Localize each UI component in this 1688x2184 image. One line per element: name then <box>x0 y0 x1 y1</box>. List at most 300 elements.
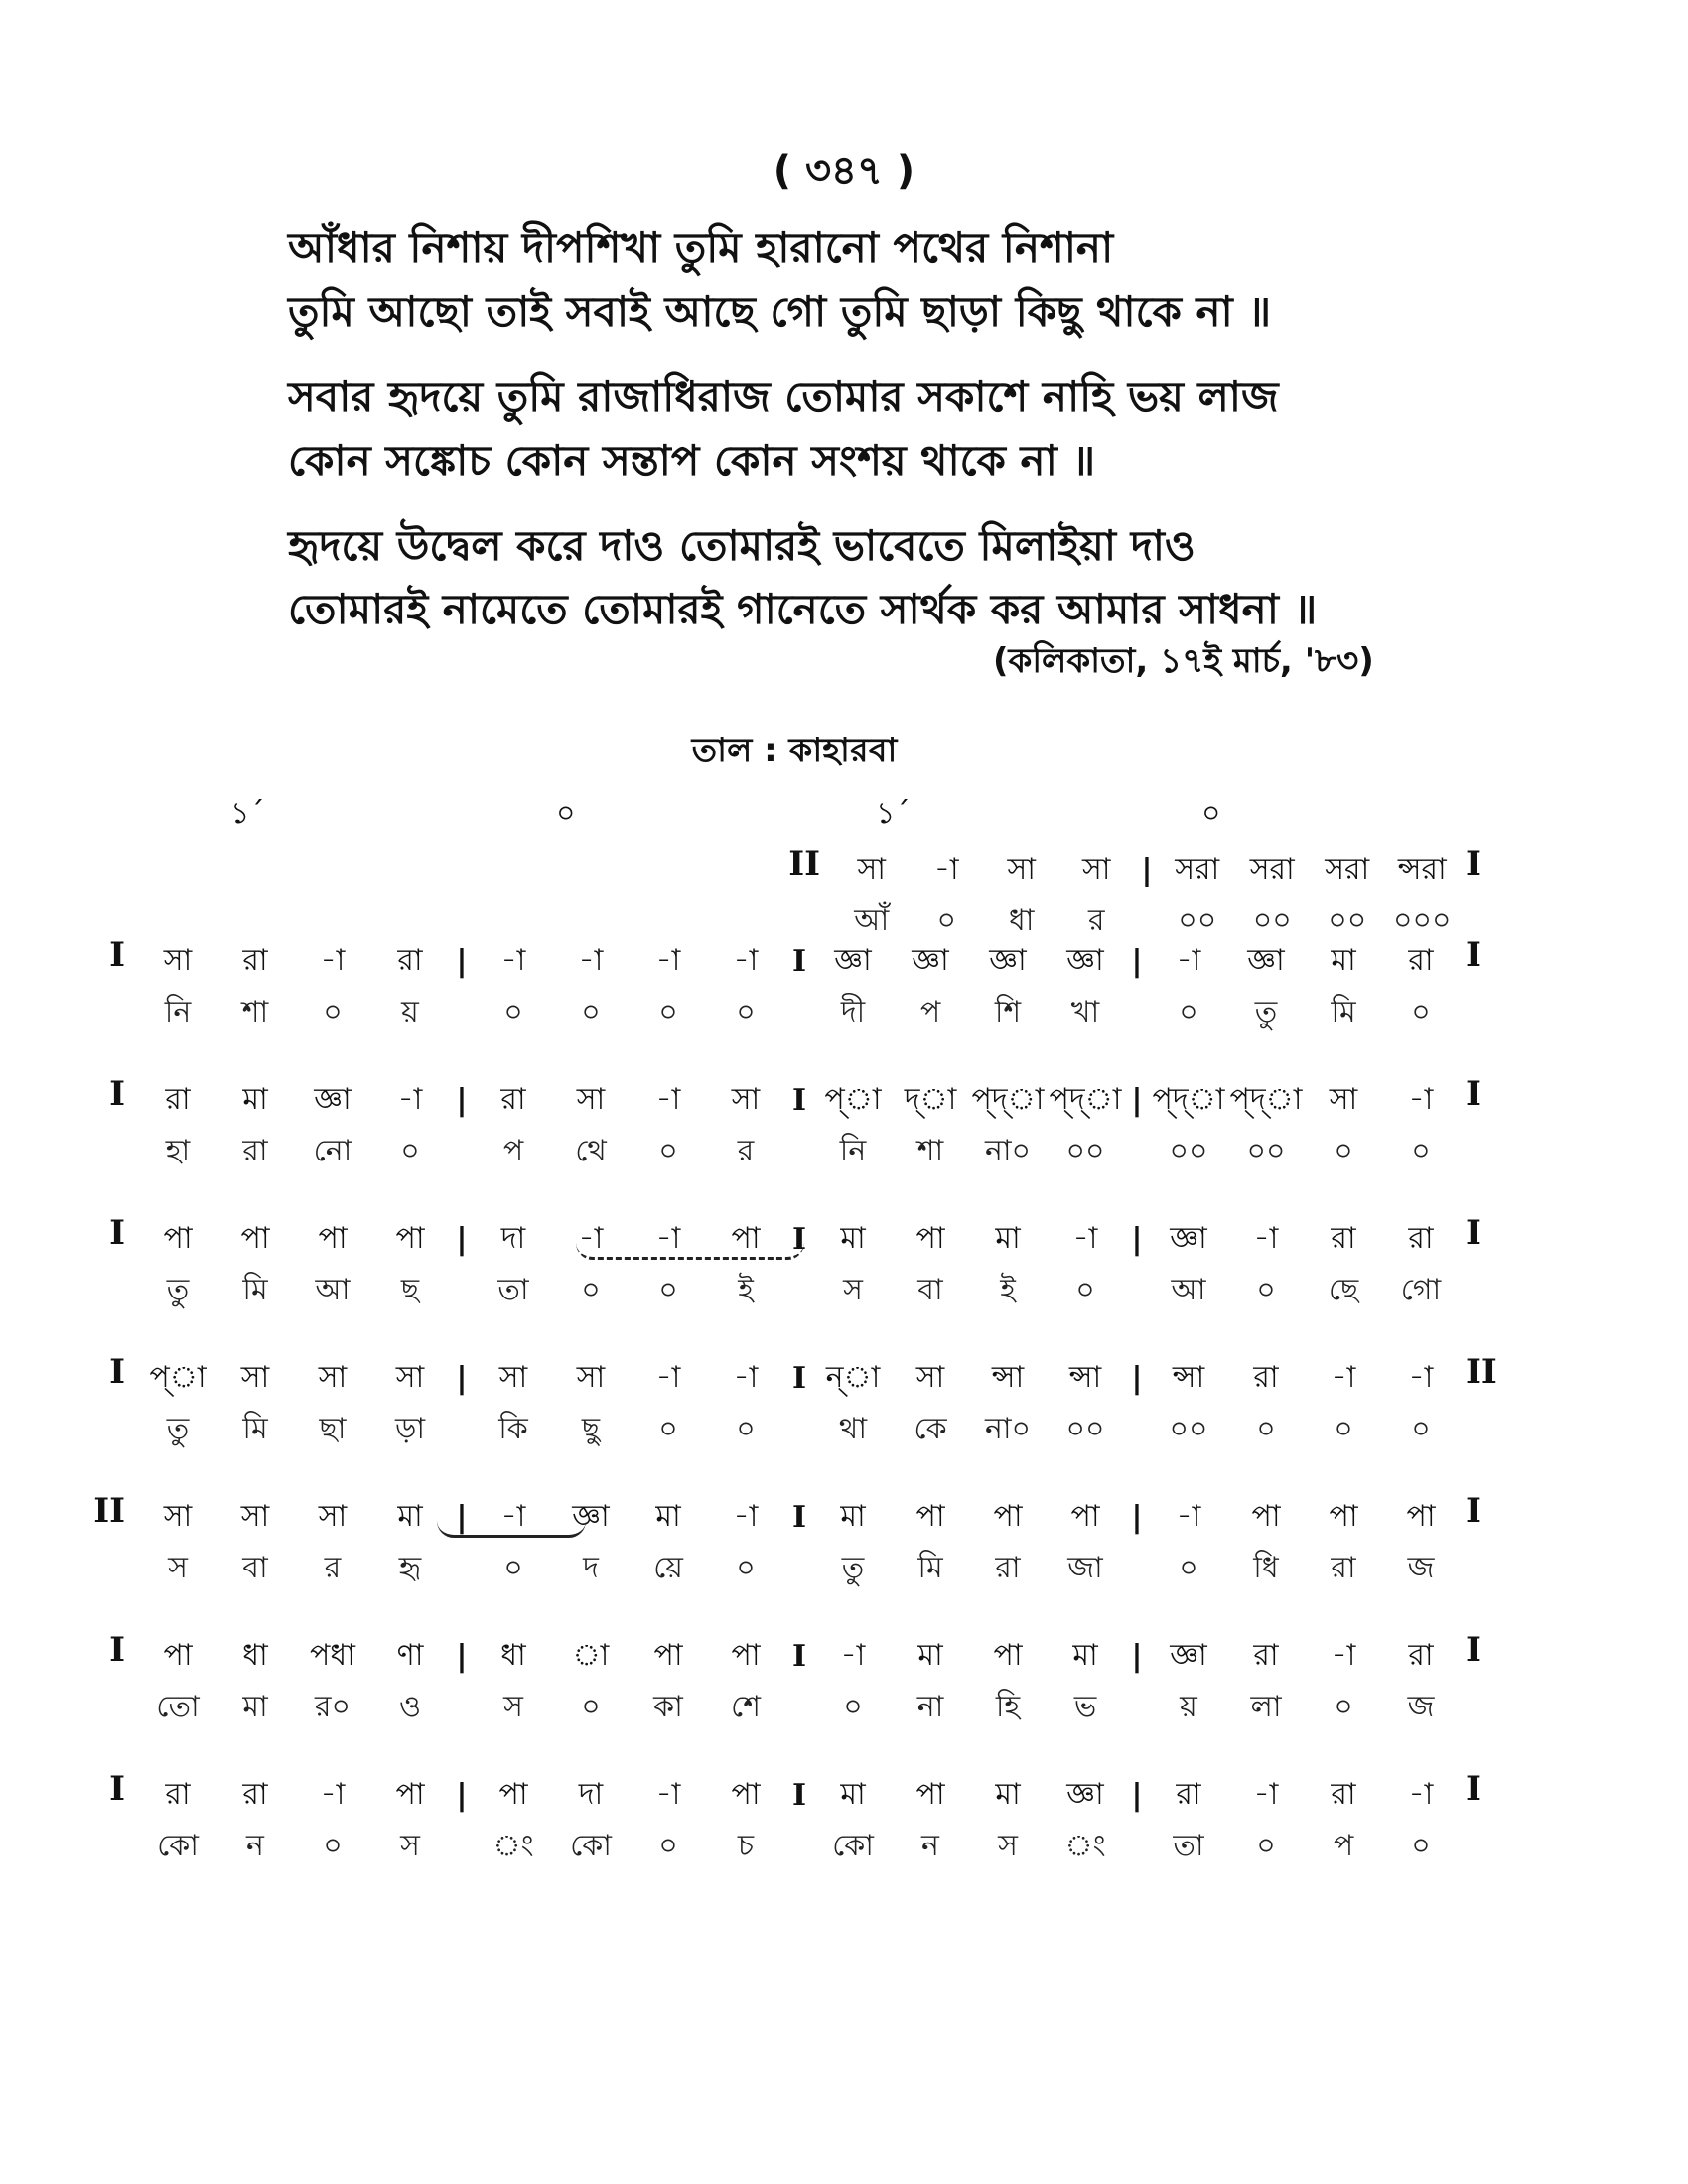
swara-note: সরা <box>1249 851 1295 887</box>
lyric-syllable: য় <box>401 994 419 1029</box>
swara-note: মা <box>397 1498 423 1534</box>
syll-line <box>139 1404 1460 1455</box>
swara-note: জ্ঞা <box>1170 1220 1207 1256</box>
swara-note: পা <box>731 1637 761 1673</box>
notation-body <box>139 935 1460 1038</box>
notation <box>0 844 1688 1908</box>
bar-separator: I <box>791 943 807 979</box>
beat-separator: | <box>456 1082 468 1118</box>
swara-note: -া <box>1176 1498 1201 1534</box>
barline-start: II <box>788 844 820 884</box>
lyric-syllable: তু <box>166 1272 190 1307</box>
notation-row <box>0 1769 1589 1908</box>
lyric-syllable: দ <box>583 1550 599 1585</box>
lyric-syllable: ০ <box>658 1828 678 1863</box>
lyric-syllable: ০ <box>1256 1411 1276 1446</box>
barline-start: I <box>109 1213 125 1253</box>
swara-note: সা <box>240 1359 270 1395</box>
beat-separator: | <box>456 1777 468 1813</box>
lyric-syllable: মি <box>242 1272 268 1307</box>
swara-note: সা <box>240 1498 270 1534</box>
swara-note: পা <box>395 1776 425 1812</box>
lyric-syllable: ধি <box>1253 1550 1279 1585</box>
bar-separator: I <box>791 1638 807 1674</box>
lyric-syllable: ০ <box>658 1133 678 1168</box>
swara-note: রা <box>1253 1359 1279 1395</box>
swara-note: সা <box>1081 851 1111 887</box>
lyric-syllable: লা <box>1250 1689 1282 1724</box>
lyric-syllable: ০ <box>1334 1411 1353 1446</box>
swara-note: রা <box>1408 1220 1434 1256</box>
swara-note: রা <box>242 1776 268 1812</box>
lyric-syllable: মি <box>917 1550 943 1585</box>
swara-note: -া <box>320 1776 346 1812</box>
stanza <box>288 514 1460 641</box>
swara-note: মা <box>995 1220 1021 1256</box>
lyric-syllable: নি <box>164 994 192 1029</box>
swara-note: সরা <box>1325 851 1370 887</box>
syll-line <box>139 1265 1460 1316</box>
swara-note: রা <box>242 942 268 978</box>
swara-line <box>139 1769 1460 1821</box>
lyric-syllable: স <box>998 1828 1018 1863</box>
swara-line <box>139 1630 1460 1682</box>
lyric-syllable: নো <box>313 1133 352 1168</box>
lyric-syllable: ছে <box>1328 1272 1359 1307</box>
lyric-syllable: শা <box>916 1133 944 1168</box>
swara-note: ন্সা <box>1068 1359 1102 1395</box>
swara-note: সা <box>163 942 193 978</box>
lyric-syllable: মি <box>1331 994 1356 1029</box>
notation-body <box>139 1074 1460 1177</box>
lyric-syllable: ০ <box>1179 994 1198 1029</box>
swara-note: জ্ঞা <box>314 1081 352 1117</box>
lyric-syllable: ছা <box>319 1411 347 1446</box>
swara-note: রা <box>1331 1220 1356 1256</box>
lyric-syllable: তা <box>497 1272 529 1307</box>
swara-note: -া <box>655 1220 681 1256</box>
barline-start: II <box>93 1491 125 1531</box>
swara-note: ন্সা <box>991 1359 1025 1395</box>
lyric-syllable: গো <box>1400 1272 1442 1307</box>
lyric-syllable: নি <box>839 1133 867 1168</box>
swara-note: -া <box>1408 1776 1434 1812</box>
lyric-syllable: প <box>1333 1828 1354 1863</box>
beat-separator: | <box>456 1221 468 1257</box>
swara-note: পা <box>163 1637 193 1673</box>
lyric-syllable: ই <box>738 1272 754 1307</box>
syll-line <box>139 1821 1460 1872</box>
lyric-syllable: ন <box>921 1828 939 1863</box>
lyric-syllable: কো <box>832 1828 874 1863</box>
swara-note: দা <box>500 1220 526 1256</box>
swara-note: দ্‌া <box>904 1081 957 1117</box>
lyric-syllable: য়ে <box>653 1550 683 1585</box>
lyric-syllable: ০০ <box>1169 1411 1208 1446</box>
swara-note: জ্ঞা <box>989 942 1027 978</box>
lyric-syllable: ০ <box>323 1828 343 1863</box>
lyric-syllable: তু <box>1254 994 1278 1029</box>
lyric-syllable: থে <box>575 1133 607 1168</box>
lyric-syllable: শি <box>994 994 1022 1029</box>
swara-line <box>139 935 1460 987</box>
swara-note: পা <box>163 1220 193 1256</box>
taal-heading: তাল : কাহারবা <box>691 731 898 770</box>
lyric-syllable: তু <box>166 1411 190 1446</box>
lyric-syllable: তা <box>1173 1828 1204 1863</box>
swara-note: প্‌দ্‌া <box>1152 1081 1225 1117</box>
lyric-syllable: চ <box>737 1828 755 1863</box>
notation-body <box>139 1769 1460 1872</box>
lyric-syllable: হি <box>995 1689 1021 1724</box>
lyric-syllable: দী <box>840 994 866 1029</box>
lyric-syllable: ০ <box>581 994 601 1029</box>
swara-note: রা <box>165 1081 191 1117</box>
swara-note: পা <box>1329 1498 1358 1534</box>
lyric-syllable: মি <box>242 1411 268 1446</box>
swara-note: -া <box>320 942 346 978</box>
beat-mark-tali-2: ১´ <box>876 796 911 831</box>
swara-note: পা <box>915 1776 945 1812</box>
meend-slur <box>437 1521 586 1538</box>
swara-note: রা <box>165 1776 191 1812</box>
lyric-syllable: ন <box>246 1828 264 1863</box>
stanza <box>288 216 1460 343</box>
swara-note: -া <box>933 851 959 887</box>
lyric-syllable: ০ <box>503 994 523 1029</box>
swara-line <box>139 1074 1460 1126</box>
beat-mark-khali-1: ০ <box>556 796 576 831</box>
swara-note: রা <box>1253 1637 1279 1673</box>
lyric-syllable: র <box>324 1550 342 1585</box>
swara-note: সা <box>915 1359 945 1395</box>
swara-note: পা <box>1406 1498 1436 1534</box>
bar-separator: I <box>791 1221 807 1257</box>
swara-note: মা <box>840 1776 866 1812</box>
swara-note: ন্‌া <box>825 1359 881 1395</box>
swara-note: -া <box>655 1776 681 1812</box>
barline-end: I <box>1466 1769 1481 1809</box>
lyric-syllable: ভ <box>1073 1689 1097 1724</box>
lyric-syllable: স <box>400 1828 420 1863</box>
swara-note: পা <box>1251 1498 1281 1534</box>
barline-end: I <box>1466 1630 1481 1670</box>
lyric-syllable: ড়া <box>394 1411 426 1446</box>
swara-note: রা <box>1408 942 1434 978</box>
swara-note: ন্সরা <box>1397 851 1447 887</box>
notation-row <box>0 935 1589 1074</box>
lyric-syllable: ধা <box>1008 902 1035 938</box>
barline-end: I <box>1466 844 1481 884</box>
page-number: ( ৩৪৭ ) <box>773 148 915 194</box>
barline-start: I <box>109 1074 125 1114</box>
lyric-syllable: র <box>737 1133 755 1168</box>
lyric-line: সবার হৃদয়ে তুমি রাজাধিরাজ তোমার সকাশে নাহি ভয় লাজ <box>288 372 1279 421</box>
beat-separator: | <box>1131 1499 1143 1535</box>
swara-note: রা <box>1176 1776 1201 1812</box>
notation-body <box>139 1352 1460 1455</box>
swara-note: জ্ঞা <box>572 1498 610 1534</box>
lyric-syllable: তু <box>841 1550 865 1585</box>
lyric-syllable: শা <box>241 994 269 1029</box>
lyric-syllable: ০ <box>1411 1411 1431 1446</box>
swara-note: ণা <box>396 1637 424 1673</box>
swara-note: মা <box>995 1776 1021 1812</box>
swara-note: -া <box>1331 1359 1356 1395</box>
swara-note: প্‌দ্‌া <box>1229 1081 1303 1117</box>
swara-line <box>139 1491 1460 1543</box>
swara-note: প্‌দ্‌া <box>1049 1081 1122 1117</box>
lyric-syllable: ০০ <box>1178 902 1217 938</box>
swara-note: -া <box>1408 1081 1434 1117</box>
swara-note: ধা <box>242 1637 268 1673</box>
stanza <box>288 365 1460 492</box>
lyric-syllable: ০ <box>1256 1828 1276 1863</box>
lyric-syllable: স <box>843 1272 863 1307</box>
swara-note: জ্ঞা <box>1247 942 1285 978</box>
swara-line <box>139 1352 1460 1404</box>
lyric-syllable: ০০ <box>1169 1133 1208 1168</box>
lyric-syllable: তো <box>156 1689 200 1724</box>
lyric-syllable: ০ <box>1411 1828 1431 1863</box>
lyric-syllable: ০ <box>736 1411 756 1446</box>
barline-end: I <box>1466 1491 1481 1531</box>
swara-note: -া <box>1253 1776 1279 1812</box>
lyric-line: তুমি আছো তাই সবাই আছে গো তুমি ছাড়া কিছু থাকে না ॥ <box>288 287 1272 336</box>
lyric-syllable: না <box>916 1689 944 1724</box>
lyric-syllable: থা <box>838 1411 868 1446</box>
lyric-line: আঁধার নিশায় দীপশিখা তুমি হারানো পথের নিশানা <box>288 223 1114 272</box>
notation-body <box>139 1630 1460 1733</box>
lyric-syllable: প <box>919 994 941 1029</box>
lyric-syllable: স <box>503 1689 523 1724</box>
swara-note: পা <box>993 1637 1023 1673</box>
syll-line <box>139 1682 1460 1733</box>
lyric-syllable: জ <box>1407 1550 1435 1585</box>
notation-body <box>834 844 1460 947</box>
beat-mark-khali-2: ০ <box>1201 796 1221 831</box>
lyric-syllable: ০ <box>400 1133 420 1168</box>
swara-note: -া <box>655 1081 681 1117</box>
lyric-syllable: র <box>1087 902 1105 938</box>
barline-start: I <box>109 935 125 975</box>
lyric-syllable: হা <box>165 1133 191 1168</box>
swara-note: জ্ঞা <box>834 942 872 978</box>
notation-row <box>0 1491 1589 1630</box>
swara-note: পধা <box>310 1637 355 1673</box>
swara-note: মা <box>917 1637 943 1673</box>
swara-note: -া <box>655 942 681 978</box>
lyric-syllable: জা <box>1067 1550 1103 1585</box>
lyric-syllable: ০ <box>581 1272 601 1307</box>
lyric-syllable: আঁ <box>854 902 890 938</box>
swara-note: -া <box>1408 1359 1434 1395</box>
swara-note: পা <box>318 1220 348 1256</box>
meend-slur <box>576 1243 804 1260</box>
lyric-syllable: রা <box>1331 1550 1356 1585</box>
date-note: (কলিকাতা, ১৭ই মার্চ, '৮৩) <box>993 641 1374 681</box>
lyric-syllable: ০০ <box>1328 902 1367 938</box>
lyric-syllable: র০ <box>314 1689 351 1724</box>
beat-separator: | <box>1131 1221 1143 1257</box>
swara-note: সা <box>498 1359 528 1395</box>
lyric-syllable: ০ <box>1256 1272 1276 1307</box>
lyric-syllable: ০ <box>936 902 956 938</box>
swara-note: সা <box>731 1081 761 1117</box>
beat-separator: | <box>456 1360 468 1396</box>
lyric-syllable: প <box>502 1133 524 1168</box>
syll-line <box>139 987 1460 1038</box>
lyric-syllable: য় <box>1180 1689 1197 1724</box>
lyric-syllable: কি <box>498 1411 528 1446</box>
lyric-syllable: ০ <box>658 1272 678 1307</box>
lyric-syllable: রা <box>242 1133 268 1168</box>
swara-note: জ্ঞা <box>1170 1637 1207 1673</box>
swara-note: প্‌া <box>149 1359 207 1395</box>
swara-note: সা <box>318 1359 348 1395</box>
swara-note: সা <box>1329 1081 1358 1117</box>
swara-note: পা <box>731 1220 761 1256</box>
swara-note: -া <box>840 1637 866 1673</box>
swara-note: সা <box>395 1359 425 1395</box>
lyric-syllable: ০ <box>1075 1272 1095 1307</box>
lyric-syllable: ০ <box>1334 1133 1353 1168</box>
bar-separator: I <box>791 1777 807 1813</box>
swara-note: রা <box>1408 1637 1434 1673</box>
swara-note: -া <box>578 1220 604 1256</box>
swara-note: পা <box>993 1498 1023 1534</box>
notation-row-intro <box>0 844 1589 938</box>
swara-note: -া <box>397 1081 423 1117</box>
lyric-syllable: ০ <box>658 994 678 1029</box>
lyric-syllable: না০ <box>984 1411 1032 1446</box>
swara-note: -া <box>733 1498 759 1534</box>
beat-separator: | <box>1131 1082 1143 1118</box>
lyric-syllable: ০ <box>323 994 343 1029</box>
swara-note: -া <box>733 942 759 978</box>
swara-note: সা <box>857 851 887 887</box>
lyric-line: কোন সঙ্কোচ কোন সন্তাপ কোন সংশয় থাকে না ॥ <box>288 436 1096 484</box>
lyric-syllable: স <box>168 1550 188 1585</box>
swara-note: পা <box>915 1498 945 1534</box>
lyric-syllable: ০০ <box>1065 1411 1105 1446</box>
beat-separator: | <box>1131 943 1143 979</box>
notation-row <box>0 1074 1589 1213</box>
lyric-syllable: বা <box>917 1272 943 1307</box>
barline-end: I <box>1466 935 1481 975</box>
barline-start: I <box>109 1630 125 1670</box>
barline-end: II <box>1466 1352 1497 1392</box>
swara-note: -া <box>1176 942 1201 978</box>
lyric-syllable: বা <box>242 1550 268 1585</box>
swara-note: মা <box>242 1081 268 1117</box>
lyric-syllable: ০ <box>581 1689 601 1724</box>
syll-line <box>139 1126 1460 1177</box>
lyric-syllable: ০০০ <box>1392 902 1452 938</box>
notation-row <box>0 1213 1589 1352</box>
swara-note: রা <box>500 1081 526 1117</box>
swara-note: -া <box>733 1359 759 1395</box>
syll-line <box>139 1543 1460 1594</box>
swara-note: সা <box>318 1498 348 1534</box>
lyric-syllable: কা <box>653 1689 683 1724</box>
swara-note: -া <box>578 942 604 978</box>
notation-body <box>139 1491 1460 1594</box>
lyric-syllable: ০০ <box>1065 1133 1105 1168</box>
swara-note: ন্সা <box>1172 1359 1205 1395</box>
beat-mark-tali-1: ১´ <box>230 796 265 831</box>
lyric-syllable: আ <box>1171 1272 1206 1307</box>
lyric-syllable: ০০ <box>1252 902 1292 938</box>
lyric-line: তোমারই নামেতে তোমারই গানেতে সার্থক কর আমার সাধনা ॥ <box>288 585 1318 633</box>
swara-note: মা <box>655 1498 681 1534</box>
swara-note: মা <box>840 1498 866 1534</box>
barline-end: I <box>1466 1074 1481 1114</box>
notation-row <box>0 1630 1589 1769</box>
lyric-syllable: ০ <box>1411 994 1431 1029</box>
swara-note: -া <box>1331 1637 1356 1673</box>
barline-start: I <box>109 1352 125 1392</box>
lyric-syllable: ০ <box>736 994 756 1029</box>
swara-note: মা <box>840 1220 866 1256</box>
bar-separator: I <box>791 1499 807 1535</box>
swara-note: সা <box>576 1081 606 1117</box>
barline-end: I <box>1466 1213 1481 1253</box>
lyric-syllable: রা <box>995 1550 1021 1585</box>
lyric-syllable: ০ <box>736 1550 756 1585</box>
lyric-syllable: ০০ <box>1246 1133 1286 1168</box>
beat-separator: | <box>456 1638 468 1674</box>
swara-note: -া <box>1072 1220 1098 1256</box>
beat-separator: | <box>456 943 468 979</box>
swara-note: দা <box>578 1776 604 1812</box>
lyric-syllable: আ <box>315 1272 351 1307</box>
beat-separator: | <box>1131 1360 1143 1396</box>
swara-note: জ্ঞা <box>1066 1776 1104 1812</box>
swara-note: রা <box>397 942 423 978</box>
swara-note: রা <box>1331 1776 1356 1812</box>
lyric-syllable: ০ <box>1334 1689 1353 1724</box>
swara-note: ধা <box>500 1637 526 1673</box>
lyric-syllable: খা <box>1070 994 1100 1029</box>
swara-note: সা <box>163 1498 193 1534</box>
lyric-syllable: মা <box>242 1689 268 1724</box>
lyric-syllable: ই <box>1000 1272 1016 1307</box>
swara-note: সা <box>1007 851 1037 887</box>
swara-note: -া <box>1253 1220 1279 1256</box>
swara-note: পা <box>240 1220 270 1256</box>
beat-separator: | <box>1141 852 1153 887</box>
lyric-syllable: কে <box>914 1411 947 1446</box>
lyric-syllable: ০ <box>658 1411 678 1446</box>
swara-note: া <box>572 1637 610 1673</box>
swara-note: সা <box>576 1359 606 1395</box>
lyric-syllable: ০ <box>503 1550 523 1585</box>
swara-note: পা <box>653 1637 683 1673</box>
beat-separator: | <box>456 1499 468 1535</box>
swara-note: জ্ঞা <box>1066 942 1104 978</box>
lyric-syllable: শে <box>731 1689 761 1724</box>
swara-note: পা <box>915 1220 945 1256</box>
bar-separator: I <box>791 1360 807 1396</box>
lyric-syllable: ০ <box>843 1689 863 1724</box>
notation-body <box>139 1213 1460 1316</box>
barline-start: I <box>109 1769 125 1809</box>
swara-note: -া <box>655 1359 681 1395</box>
swara-note: প্‌া <box>824 1081 882 1117</box>
lyric-syllable: ০ <box>1179 1550 1198 1585</box>
swara-line <box>834 844 1460 895</box>
